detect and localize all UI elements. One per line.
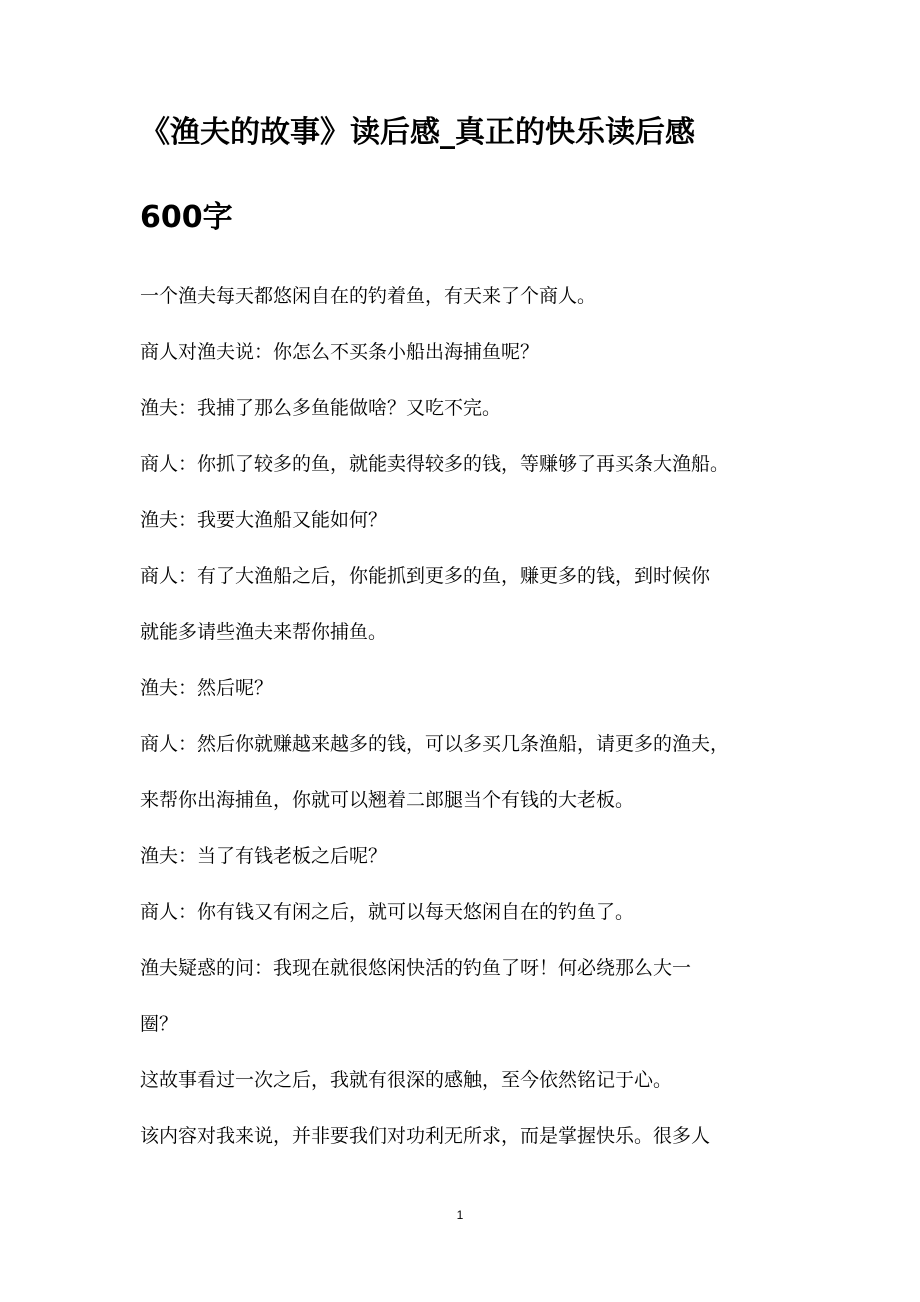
body-line-3: 渔夫：我捕了那么多鱼能做啥？又吃不完。 — [140, 397, 502, 419]
page-number: 1 — [456, 1208, 464, 1222]
body-line-6: 商人：有了大渔船之后，你能抓到更多的鱼，赚更多的钱，到时候你 — [140, 565, 711, 587]
body-line-16: 该内容对我来说，并非要我们对功利无所求，而是掌握快乐。很多人 — [140, 1125, 711, 1147]
body-line-2: 商人对渔夫说：你怎么不买条小船出海捕鱼呢？ — [140, 341, 540, 363]
body-line-9: 商人：然后你就赚越来越多的钱，可以多买几条渔船，请更多的渔夫， — [140, 733, 730, 755]
body-line-12: 商人：你有钱又有闲之后，就可以每天悠闲自在的钓鱼了。 — [140, 901, 635, 923]
body-line-5: 渔夫：我要大渔船又能如何？ — [140, 509, 388, 531]
body-line-13: 渔夫疑惑的问：我现在就很悠闲快活的钓鱼了呀！何必绕那么大一 — [140, 957, 692, 979]
body-line-8: 渔夫：然后呢？ — [140, 677, 274, 699]
body-line-7: 就能多请些渔夫来帮你捕鱼。 — [140, 621, 388, 643]
body-line-11: 渔夫：当了有钱老板之后呢？ — [140, 845, 388, 867]
body-line-1: 一个渔夫每天都悠闲自在的钓着鱼，有天来了个商人。 — [140, 285, 597, 307]
body-line-10: 来帮你出海捕鱼，你就可以翘着二郎腿当个有钱的大老板。 — [140, 789, 635, 811]
body-line-14: 圈？ — [140, 1013, 179, 1035]
body-line-4: 商人：你抓了较多的鱼，就能卖得较多的钱，等赚够了再买条大渔船。 — [140, 453, 730, 475]
document-title-line-2: 600字 — [140, 200, 233, 235]
body-line-15: 这故事看过一次之后，我就有很深的感触，至今依然铭记于心。 — [140, 1069, 673, 1091]
document-title-line-1: 《渔夫的故事》读后感_真正的快乐读后感 — [140, 115, 695, 150]
